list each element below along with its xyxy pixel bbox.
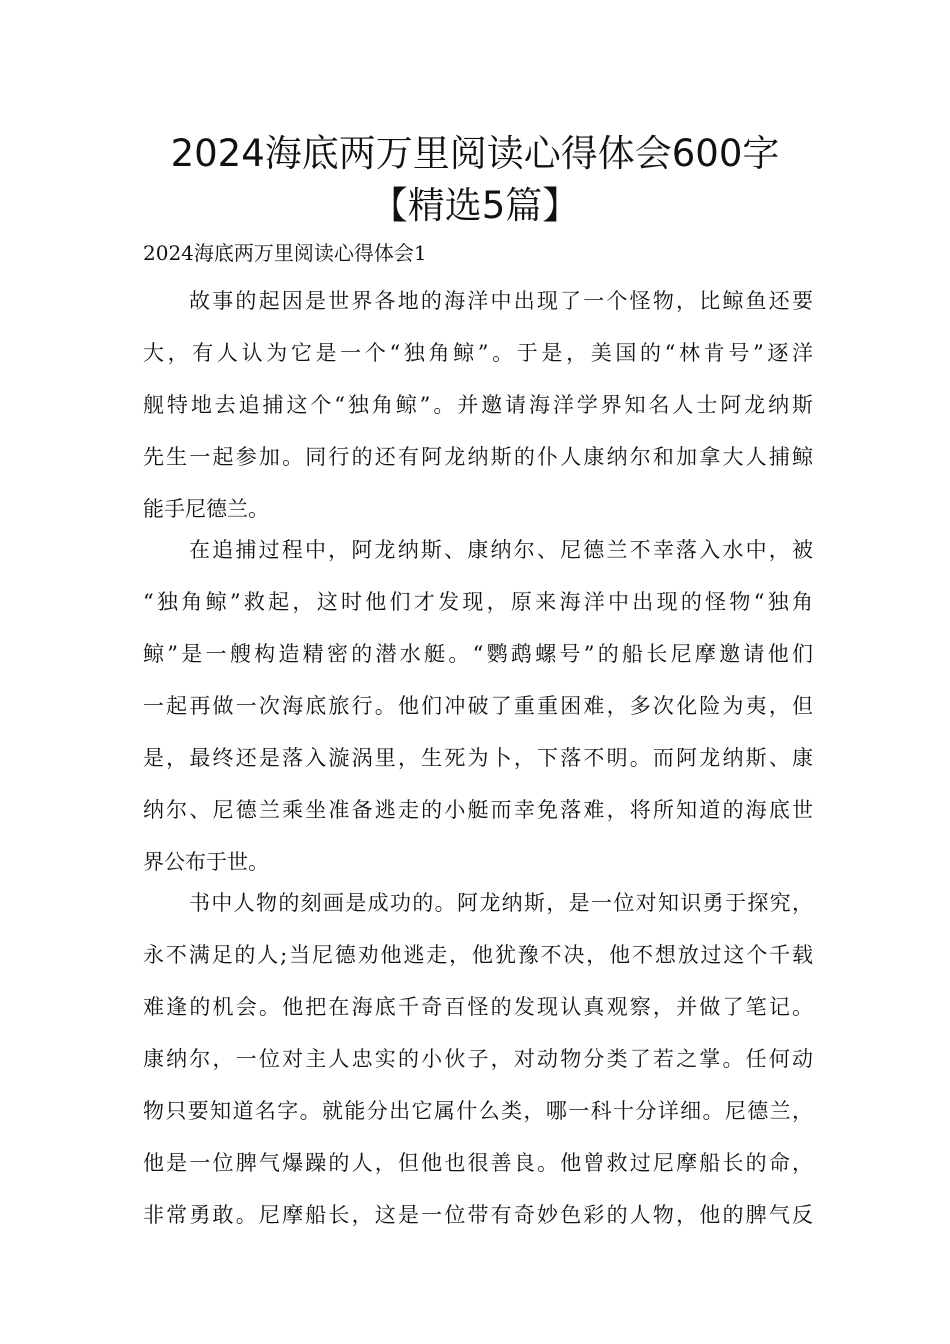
paragraph-line: 先生一起参加。同行的还有阿龙纳斯的仆人康纳尔和加拿大人捕鲸: [143, 445, 813, 469]
paragraph-1: [143, 275, 813, 535]
paragraph-line: 故事的起因是世界各地的海洋中出现了一个怪物，比鲸鱼还要: [189, 289, 813, 313]
paragraph-line: 在追捕过程中，阿龙纳斯、康纳尔、尼德兰不幸落入水中，被: [189, 538, 813, 562]
paragraph-2: [143, 524, 813, 888]
paragraph-line: 鲸”是一艘构造精密的潜水艇。“鹦鹉螺号”的船长尼摩邀请他们: [143, 642, 813, 666]
paragraph-line: 难逢的机会。他把在海底千奇百怪的发现认真观察，并做了笔记。: [143, 995, 813, 1019]
paragraph-line: 书中人物的刻画是成功的。阿龙纳斯，是一位对知识勇于探究，: [189, 891, 813, 915]
paragraph-3: [143, 877, 813, 1241]
section-heading: 2024海底两万里阅读心得体会1: [143, 241, 427, 265]
document-title-line-1: 2024海底两万里阅读心得体会600字: [170, 132, 780, 175]
paragraph-line: “独角鲸”救起，这时他们才发现，原来海洋中出现的怪物“独角: [143, 590, 813, 614]
paragraph-line: 一起再做一次海底旅行。他们冲破了重重困难，多次化险为夷，但: [143, 694, 813, 718]
paragraph-line: 能手尼德兰。: [143, 497, 269, 521]
paragraph-line: 是，最终还是落入漩涡里，生死为卜，下落不明。而阿龙纳斯、康: [143, 746, 813, 770]
paragraph-line: 舰特地去追捕这个“独角鲸”。并邀请海洋学界知名人士阿龙纳斯: [143, 393, 813, 417]
paragraph-line: 他是一位脾气爆躁的人，但他也很善良。他曾救过尼摩船长的命，: [143, 1151, 813, 1175]
paragraph-line: 界公布于世。: [143, 850, 269, 874]
paragraph-line: 物只要知道名字。就能分出它属什么类，哪一科十分详细。尼德兰，: [143, 1099, 813, 1123]
paragraph-line: 大，有人认为它是一个“独角鲸”。于是，美国的“林肯号”逐洋: [143, 341, 813, 365]
document-title-line-2: 【精选5篇】: [370, 184, 580, 227]
paragraph-line: 纳尔、尼德兰乘坐准备逃走的小艇而幸免落难，将所知道的海底世: [143, 798, 813, 822]
paragraph-line: 非常勇敢。尼摩船长，这是一位带有奇妙色彩的人物，他的脾气反: [143, 1203, 813, 1227]
paragraph-line: 永不满足的人;当尼德劝他逃走，他犹豫不决，他不想放过这个千载: [143, 943, 813, 967]
paragraph-line: 康纳尔，一位对主人忠实的小伙子，对动物分类了若之掌。任何动: [143, 1047, 813, 1071]
